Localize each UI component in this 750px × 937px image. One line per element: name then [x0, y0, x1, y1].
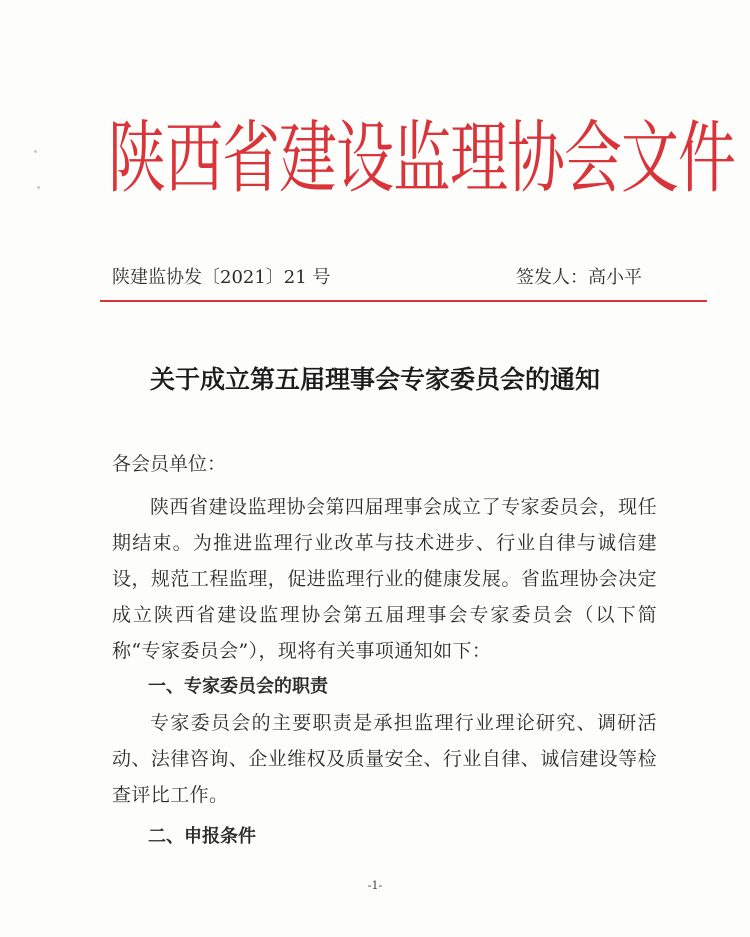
letterhead-title: 陕西省建设监理协会文件 [108, 112, 736, 204]
section-heading-requirements: 二、申报条件 [148, 826, 256, 847]
letterhead-divider [100, 300, 707, 302]
document-title: 关于成立第五届理事会专家委员会的通知 [149, 365, 600, 394]
duties-paragraph: 专家委员会的主要职责是承担监理行业理论研究、调研活动、法律咨询、企业维权及质量安全、行业自律、诚信建设等检查评比工作。 [112, 712, 657, 806]
scan-speck [34, 150, 37, 153]
document-number: 陕建监协发〔2021〕21 号 [112, 267, 331, 288]
section-heading-duties: 一、专家委员会的职责 [148, 676, 328, 697]
intro-paragraph: 陕西省建设监理协会第四届理事会成立了专家委员会，现任期结束。为推进监理行业改革与技术进步、行业自律与诚信建设，规范工程监理，促进监理行业的健康发展。省监理协会决定成立陕西省建设监理协会第五届理事会专家委员会（以下简称“专家委员会”），现将有关事项通知如下： [112, 496, 657, 662]
scan-speck [37, 186, 40, 189]
issuer-signature: 签发人：高小平 [516, 267, 642, 288]
document-body [112, 446, 657, 855]
page-number: -1- [367, 879, 383, 892]
salutation: 各会员单位： [112, 453, 227, 475]
